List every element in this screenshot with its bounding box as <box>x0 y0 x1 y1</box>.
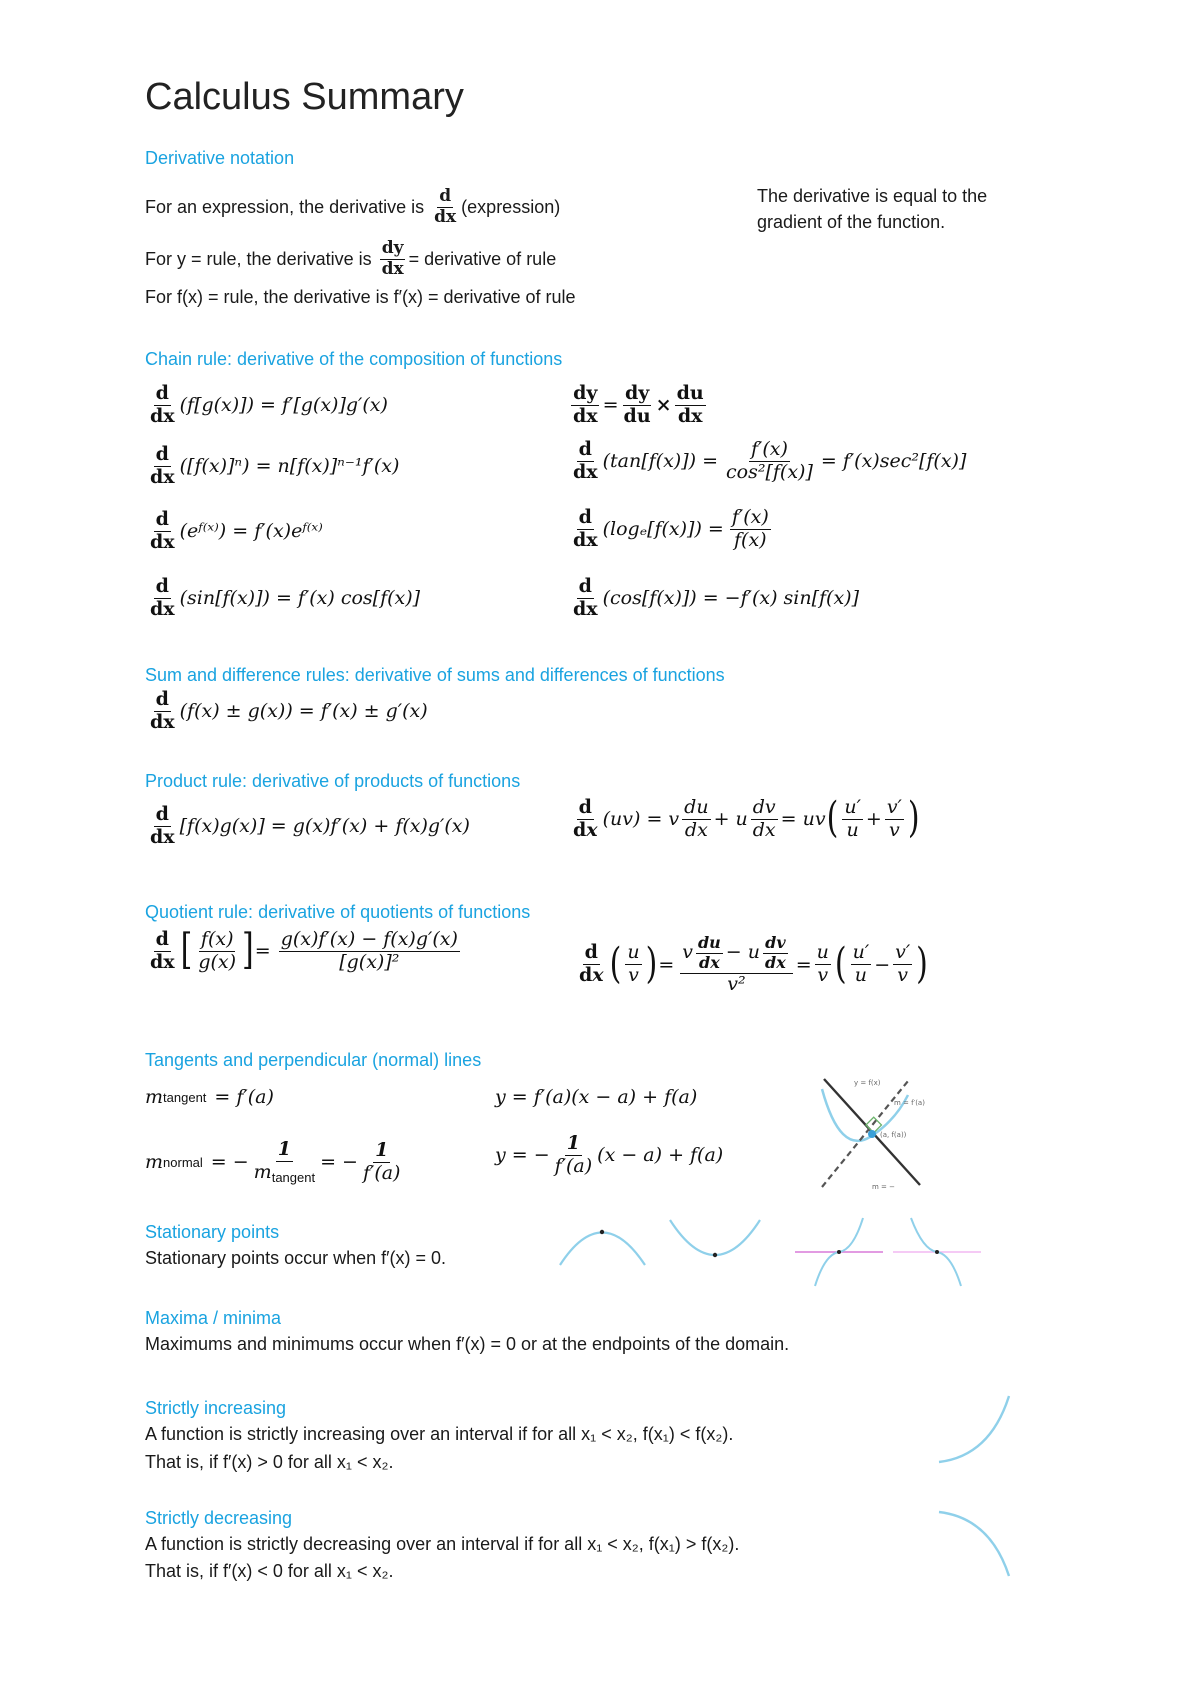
subscript: normal <box>163 1154 203 1170</box>
d-dx-fraction <box>148 384 177 427</box>
frac-den: dx <box>677 404 703 427</box>
frac-den: dx <box>150 465 175 488</box>
tan-fraction <box>724 440 815 483</box>
formula-text: y = f′(a)(x − a) + f(a) <box>495 1086 698 1108</box>
chain-formula-cosine <box>568 577 859 620</box>
minimum-curve-icon <box>665 1215 765 1270</box>
decreasing-line-2: That is, if f′(x) < 0 for all x₁ < x₂. <box>145 1561 394 1581</box>
frac-num: d <box>578 438 592 460</box>
notation-note-line-1: The derivative is equal to the <box>757 186 988 206</box>
m-symbol: m <box>145 1086 164 1108</box>
frac-num: d <box>578 506 592 528</box>
d-dx-fraction: $\frac{d}{dx}$ <box>573 796 598 841</box>
frac-den: [g(x)]² <box>339 950 400 973</box>
frac-den: du <box>623 404 651 427</box>
notation-line-1-prefix: For an expression, the derivative is <box>145 196 425 217</box>
frac-num: d <box>155 443 169 465</box>
curve-label: y = f(x) <box>854 1079 881 1087</box>
stationary-heading: Stationary points <box>145 1222 280 1242</box>
frac-den: dx <box>150 404 175 427</box>
chain-formula-tangent <box>568 440 966 483</box>
chain-formula-composition <box>145 384 388 427</box>
maxmin-text: Maximums and minimums occur when f′(x) = 0 or at the endpoints of the domain. <box>145 1334 790 1354</box>
sumdiff-heading: Sum and difference rules: derivative of sums and differences of functions <box>145 665 725 685</box>
quotient-formula-uv: $\frac{d}{dx}$ ( $\frac{u}{v}$ ) = v $\frac{du}{dx}$ − u $\frac{dv}{dx}$ v² = $\frac{u}{v}$ ( $\frac{u'}{u}$ − $\frac{v'}{v}$ ) <box>579 933 928 995</box>
d-dx-fraction <box>148 577 177 620</box>
decreasing-line-1: A function is strictly decreasing over an interval if for all x₁ < x₂, f(x₁) > f(x₂). <box>145 1534 740 1554</box>
equals-sign: = <box>602 394 619 417</box>
formula-rhs: (x − a) + f(a) <box>597 1144 724 1167</box>
notation-line-2-suffix: = derivative of rule <box>408 248 557 269</box>
quotient-heading: Quotient rule: derivative of quotients of functions <box>145 902 531 922</box>
tangent-gradient-formula <box>145 1086 274 1108</box>
formula-rhs: (f[g(x)]) = f′[g(x)]g′(x) <box>179 394 388 417</box>
decreasing-heading: Strictly decreasing <box>145 1508 293 1528</box>
d-dx-fraction <box>148 690 177 733</box>
frac-num: f′(x) <box>751 438 788 460</box>
log-fraction <box>730 508 771 551</box>
maximum-curve-icon <box>555 1220 650 1270</box>
frac-num: dy <box>624 382 650 404</box>
frac-num: du <box>676 382 704 404</box>
du-dx-fraction <box>675 384 706 427</box>
frac-num: d <box>155 688 169 710</box>
chain-formula-power <box>145 445 399 488</box>
notation-line-2 <box>145 240 556 279</box>
d-dx-fraction <box>432 188 458 227</box>
formula-rhs: ([f(x)]ⁿ) = n[f(x)]ⁿ⁻¹f′(x) <box>179 455 400 478</box>
frac-num: g(x)f′(x) − f(x)g′(x) <box>280 928 458 950</box>
chain-formula-leibniz <box>568 384 709 427</box>
frac-den: dx <box>150 950 175 973</box>
frac-den: dx <box>573 597 598 620</box>
frac-den: cos²[f(x)] <box>726 460 813 483</box>
formula-rhs: [f(x)g(x)] = g(x)f′(x) + f(x)g′(x) <box>179 815 470 838</box>
increasing-heading: Strictly increasing <box>145 1398 287 1418</box>
normal-label: m = − <box>872 1183 895 1191</box>
point-label: (a, f(a)) <box>880 1131 907 1139</box>
quotient-formula-main: $\frac{d}{dx}$ [ $\frac{f(x)}{g(x)}$ ] = $\frac{g(x)f'(x) - f(x)g'(x)}{\text{[g(x)]²}}$ <box>150 926 458 976</box>
formula-rhs: (f(x) ± g(x)) = f′(x) ± g′(x) <box>179 700 428 723</box>
increasing-curve-icon <box>935 1392 1015 1467</box>
frac-num: f′(x) <box>731 506 769 528</box>
d-dx-fraction <box>571 577 600 620</box>
maxmin-heading: Maxima / minima <box>145 1308 282 1328</box>
formula-rhs: = f′(x)sec²[f(x)] <box>820 450 967 473</box>
frac-den: dx <box>150 530 175 553</box>
formula-rhs: (cos[f(x)]) = −f′(x) sin[f(x)] <box>602 587 859 610</box>
notation-line-1 <box>145 188 560 227</box>
product-formula-main <box>145 805 470 848</box>
chain-heading: Chain rule: derivative of the composition of functions <box>145 349 563 369</box>
increasing-line-2: That is, if f′(x) > 0 for all x₁ < x₂. <box>145 1452 394 1472</box>
d-dx-fraction <box>148 930 177 973</box>
frac-num: d <box>155 382 169 404</box>
product-formula-uv: $\frac{d}{dx}$ (uv) = v $\frac{du}{dx}$ + u $\frac{dv}{dx}$ = uv ( $\frac{u'}{u}$ + $\frac{v'}{v}$ ) <box>573 794 920 844</box>
sumdiff-formula <box>145 690 428 733</box>
frac-num: dy <box>381 238 404 258</box>
increasing-line-1: A function is strictly increasing over an interval if for all x₁ < x₂, f(x₁) < f(x₂). <box>145 1424 734 1444</box>
notation-heading: Derivative notation <box>145 148 295 168</box>
inflection-decreasing-icon <box>893 1218 983 1288</box>
formula-rhs: (sin[f(x)]) = f′(x) cos[f(x)] <box>179 587 421 610</box>
stationary-text: Stationary points occur when f′(x) = 0. <box>145 1248 447 1268</box>
frac-num: d <box>155 928 169 950</box>
frac-den: dx <box>434 206 457 227</box>
chain-formula-log <box>568 508 777 551</box>
product-heading: Product rule: derivative of products of functions <box>145 771 521 791</box>
formula-rhs: (eᶠ⁽ˣ⁾) = f′(x)eᶠ⁽ˣ⁾ <box>179 520 323 543</box>
frac-den: dx <box>381 258 404 279</box>
d-dx-fraction <box>148 805 177 848</box>
d-dx-fraction <box>148 445 177 488</box>
dy-dx-fraction <box>571 384 600 427</box>
quotient-fraction <box>279 930 460 973</box>
frac-den: dx <box>150 597 175 620</box>
m-symbol: m <box>145 1151 164 1174</box>
tangent-line-formula <box>495 1086 697 1108</box>
notation-note-line-2: gradient of the function. <box>757 212 946 232</box>
times-sign: × <box>655 394 672 417</box>
point-a <box>868 1130 876 1138</box>
frac-num: dy <box>573 382 598 404</box>
page-title: Calculus Summary <box>145 76 464 118</box>
tangents-heading: Tangents and perpendicular (normal) lines <box>145 1050 482 1070</box>
notation-line-3: For f(x) = rule, the derivative is f′(x) = derivative of rule <box>145 287 576 307</box>
frac-num: d <box>155 803 169 825</box>
frac-num: d <box>155 508 169 530</box>
d-dx-fraction <box>571 508 600 551</box>
d-dx-fraction <box>571 440 600 483</box>
frac-num: d <box>155 575 169 597</box>
formula-rhs: = f′(a) <box>214 1086 274 1108</box>
chain-formula-exponential <box>145 510 323 553</box>
inflection-increasing-icon <box>795 1218 885 1288</box>
subscript: tangent <box>163 1089 207 1105</box>
normal-gradient-formula: m normal = − $\frac{1}{m_{tangent}}$ = − $\frac{1}{f'(a)}$ <box>145 1138 401 1185</box>
dy-dx-fraction <box>380 240 406 279</box>
slope-label: m = f′(a) <box>894 1099 925 1107</box>
frac-den: dx <box>573 528 598 551</box>
frac-den: f(x) <box>734 528 767 551</box>
frac-den: dx <box>573 460 598 483</box>
frac-num: d <box>439 186 452 206</box>
tangent-normal-diagram <box>810 1075 940 1195</box>
dy-du-fraction <box>622 384 653 427</box>
frac-num: d <box>578 575 592 597</box>
decreasing-curve-icon <box>935 1506 1015 1581</box>
frac-den: dx <box>150 825 175 848</box>
formula-lhs: (logₑ[f(x)]) = <box>602 518 724 541</box>
frac-den: dx <box>573 404 598 427</box>
notation-line-1-suffix: (expression) <box>461 196 561 217</box>
frac-den: dx <box>150 710 175 733</box>
notation-line-2-prefix: For y = rule, the derivative is <box>145 248 372 269</box>
normal-line-formula: y = − $\frac{1}{f'(a)}$ (x − a) + f(a) <box>495 1132 724 1177</box>
d-dx-fraction <box>148 510 177 553</box>
formula-lhs: (tan[f(x)]) = <box>602 450 719 473</box>
chain-formula-sine <box>145 577 420 620</box>
